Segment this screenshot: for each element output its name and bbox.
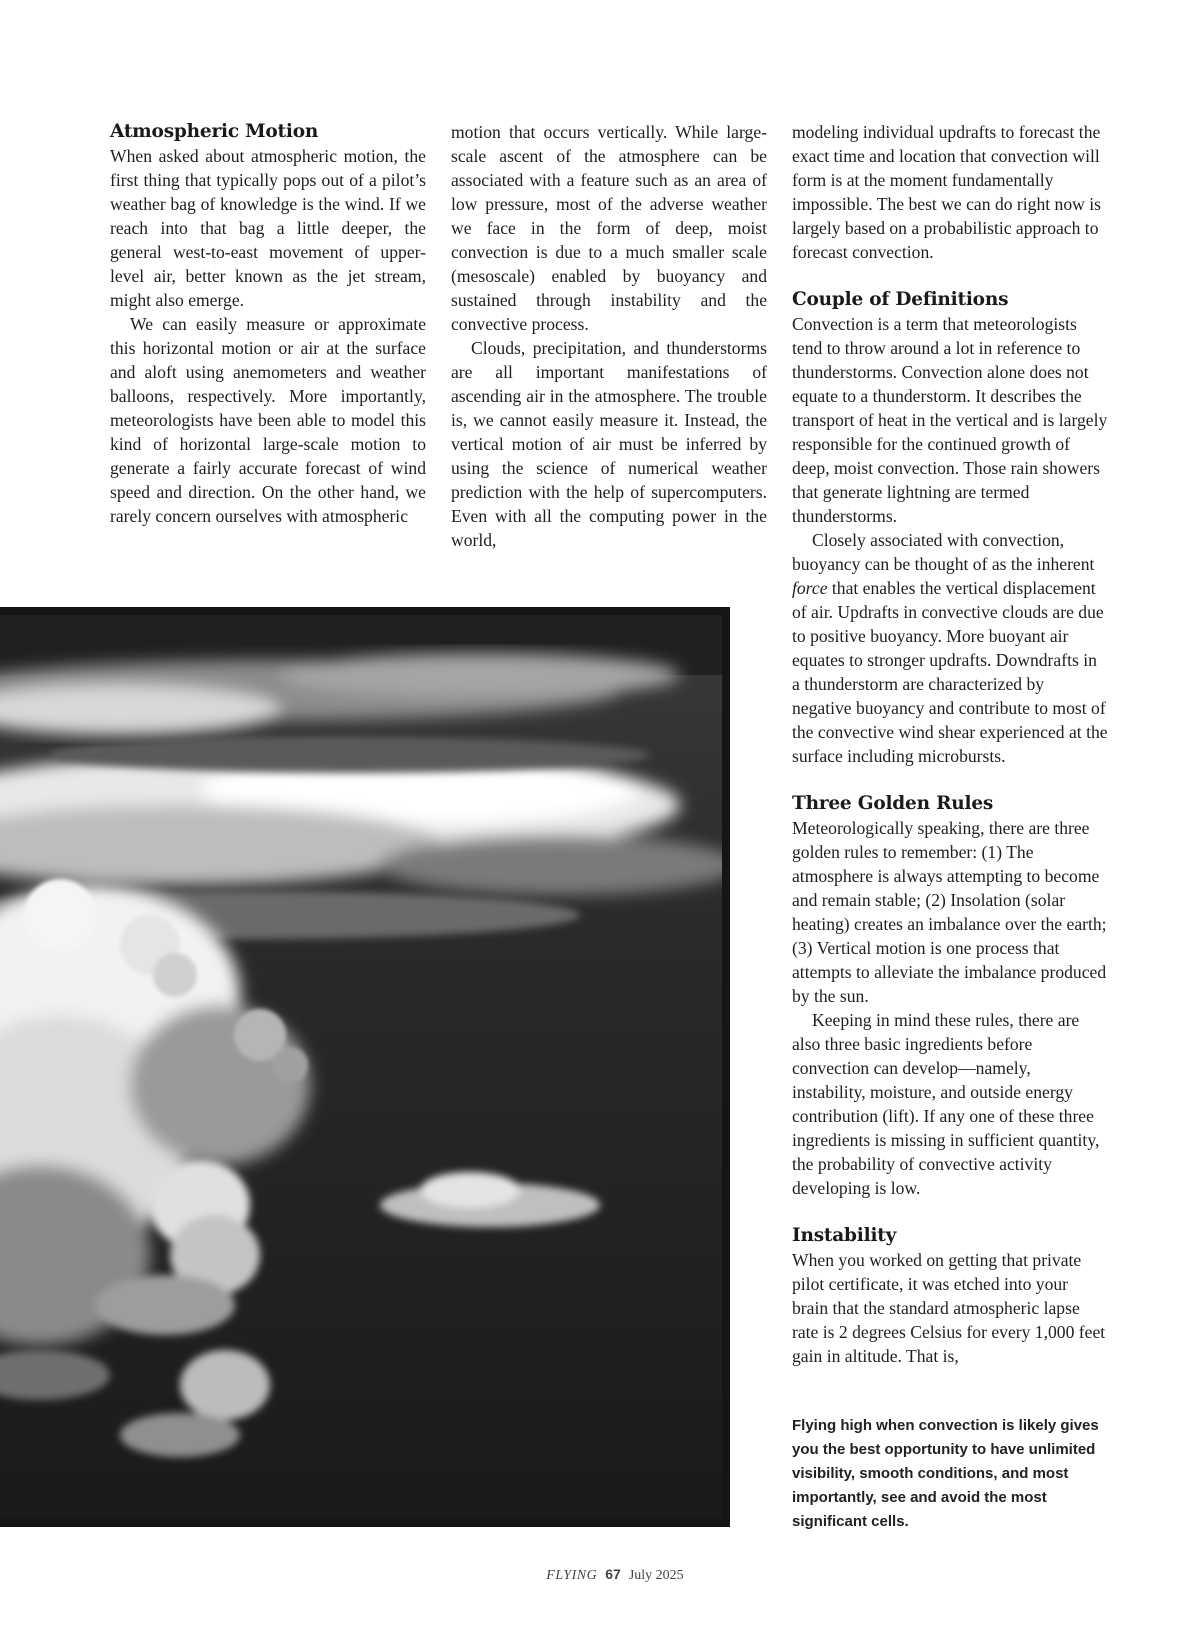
page-footer [0, 1566, 1200, 1584]
paragraph: motion that occurs vertically. While large-scale ascent of the atmosphere can be associated with a feature such as an area of low pressure, most of the adverse weather we face in the form of deep, moist convection is due to a much smaller scale (mesoscale) enabled by buoyancy and sustained through instability and the convective process. [451, 122, 767, 334]
column-2 [451, 120, 767, 552]
heading-instability: Instability [792, 1225, 897, 1246]
paragraph: When you worked on getting that private pilot certificate, it was etched into your brain that the standard atmospheric lapse rate is 2 degrees Celsius for every 1,000 feet gain in altitude. That is, [792, 1250, 1106, 1366]
column-1 [110, 120, 426, 528]
heading-three-golden-rules: Three Golden Rules [792, 793, 994, 814]
paragraph: Closely associated with convection, buoyancy can be thought of as the inherent force that enables the vertical displacement of air. Updrafts in convective clouds are due to positive buoyancy. More buoyant air equates to stronger updrafts. Downdrafts in a thunderstorm are characterized by negative buoyancy and contribute to most of the convective wind shear experienced at the surface including microbursts. [792, 530, 1108, 766]
heading-atmospheric-motion: Atmospheric Motion [110, 121, 319, 142]
paragraph: Convection is a term that meteorologists tend to throw around a lot in reference to thunderstorms. Convection alone does not equate to a thunderstorm. It describes the transport of heat in the vertical and is largely responsible for the continued growth of deep, moist convection. Those rain showers that generate lightning are termed thunderstorms. [792, 314, 1108, 526]
paragraph: Meteorologically speaking, there are three golden rules to remember: (1) The atmosphere is always attempting to become and remain stable; (2) Insolation (solar heating) creates an imbalance over the earth; (3) Vertical motion is one process that attempts to alleviate the imbalance produced by the sun. [792, 818, 1107, 1006]
heading-couple-of-definitions: Couple of Definitions [792, 289, 1009, 310]
emphasis-force: force [792, 578, 828, 598]
paragraph: We can easily measure or approximate this horizontal motion or air at the surface and aloft using anemometers and weather balloons, respectively. More importantly, meteorologists have been able to model this kind of horizontal large-scale motion to generate a fairly accurate forecast of wind speed and direction. On the other hand, we rarely concern ourselves with atmospheric [110, 314, 426, 526]
paragraph: When asked about atmospheric motion, the first thing that typically pops out of a pilot’s weather bag of knowledge is the wind. If we reach into that bag a little deeper, the general west-to-east movement of upper-level air, better known as the jet stream, might also emerge. [110, 146, 426, 310]
issue-date: July 2025 [628, 1568, 684, 1583]
page-number: 67 [605, 1566, 621, 1582]
paragraph: Clouds, precipitation, and thunderstorms are all important manifestations of ascending air in the atmosphere. The trouble is, we cannot easily measure it. Instead, the vertical motion of air must be inferred by using the science of numerical weather prediction with the help of supercomputers. Even with all the computing power in the world, [451, 338, 767, 550]
paragraph: Keeping in mind these rules, there are also three basic ingredients before convection can develop—namely, instability, moisture, and outside energy contribution (lift). If any one of these three ingredients is missing in sufficient quantity, the probability of convective activity developing is low. [792, 1010, 1100, 1198]
photo-caption: Flying high when convection is likely gives you the best opportunity to have unlimited visibility, smooth conditions, and most importantly, see and avoid the most significant cells. [792, 1417, 1099, 1530]
storm-cloud-photo [0, 607, 730, 1527]
magazine-name: FLYING [546, 1568, 598, 1583]
paragraph: modeling individual updrafts to forecast the exact time and location that convection will form is at the moment fundamentally impossible. The best we can do right now is largely based on a probabilistic approach to forecast convection. [792, 122, 1101, 262]
column-3 [792, 120, 1108, 1368]
